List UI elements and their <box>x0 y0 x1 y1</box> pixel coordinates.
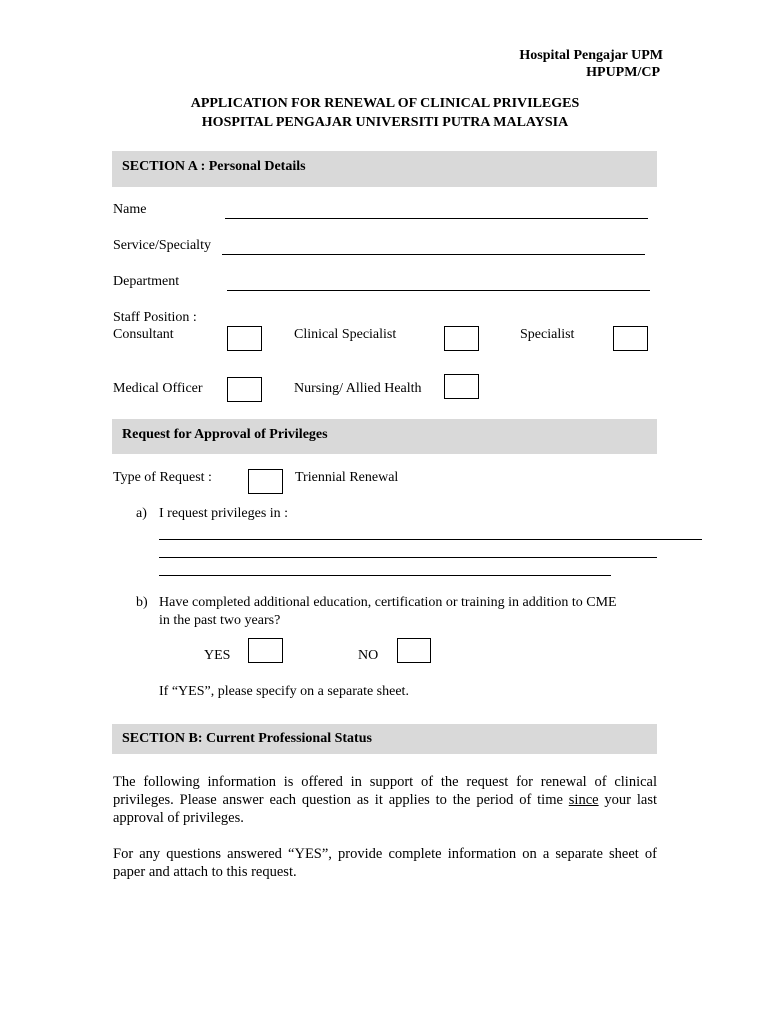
department-field[interactable] <box>227 290 650 291</box>
section-b-title: SECTION B: Current Professional Status <box>122 731 372 746</box>
nursing-allied-checkbox[interactable] <box>444 374 479 399</box>
para1-line3: approval of privileges. <box>113 810 244 826</box>
item-a-marker: a) <box>136 506 147 521</box>
item-b-text-line1: Have completed additional education, certification or training in addition to CME <box>159 595 617 610</box>
triennial-renewal-label: Triennial Renewal <box>295 470 399 485</box>
para2-line1: For any questions answered “YES”, provide complete information on a separate sheet of <box>113 846 657 862</box>
specify-note: If “YES”, please specify on a separate sheet. <box>159 684 409 699</box>
specialty-label: Service/Specialty <box>113 238 211 253</box>
request-type-label: Type of Request : <box>113 470 212 485</box>
para1-line2-pre: privileges. Please answer each question as it applies to the period of time <box>113 792 569 808</box>
request-section-header <box>112 419 657 454</box>
department-label: Department <box>113 274 180 289</box>
yes-label: YES <box>204 648 231 663</box>
clinical-specialist-label: Clinical Specialist <box>294 327 397 342</box>
request-section-title: Request for Approval of Privileges <box>122 427 328 442</box>
section-b-paragraph-2 <box>113 845 657 881</box>
para2-line2: paper and attach to this request. <box>113 864 297 880</box>
nursing-allied-label: Nursing/ Allied Health <box>294 381 422 396</box>
privileges-line-3[interactable] <box>159 575 611 576</box>
section-b-paragraph-1 <box>113 773 657 827</box>
no-checkbox[interactable] <box>397 638 431 663</box>
section-a-header <box>112 151 657 187</box>
medical-officer-checkbox[interactable] <box>227 377 262 402</box>
specialist-label: Specialist <box>520 327 575 342</box>
item-b-text-line2: in the past two years? <box>159 613 281 628</box>
form-title-line2: HOSPITAL PENGAJAR UNIVERSITI PUTRA MALAYSIA <box>201 115 569 130</box>
triennial-renewal-checkbox[interactable] <box>248 469 283 494</box>
privileges-line-1[interactable] <box>159 539 702 540</box>
item-b-marker: b) <box>136 595 148 610</box>
section-a-title: SECTION A : Personal Details <box>122 159 306 174</box>
consultant-checkbox[interactable] <box>227 326 262 351</box>
header-code: HPUPM/CP <box>586 65 660 80</box>
para1-line2 <box>113 791 657 809</box>
medical-officer-label: Medical Officer <box>113 381 203 396</box>
form-title-line1: APPLICATION FOR RENEWAL OF CLINICAL PRIVILEGES <box>190 96 580 111</box>
staff-position-label: Staff Position : <box>113 310 197 325</box>
specialist-checkbox[interactable] <box>613 326 648 351</box>
item-a-text: I request privileges in : <box>159 506 289 521</box>
specialty-field[interactable] <box>222 254 645 255</box>
privileges-line-2[interactable] <box>159 557 657 558</box>
para1-line1: The following information is offered in support of the request for renewal of clinical <box>113 774 657 790</box>
header-org: Hospital Pengajar UPM <box>519 48 663 63</box>
yes-checkbox[interactable] <box>248 638 283 663</box>
name-label: Name <box>113 202 147 217</box>
no-label: NO <box>358 648 379 663</box>
para1-since-underlined: since <box>568 792 599 808</box>
name-field[interactable] <box>225 218 648 219</box>
consultant-label: Consultant <box>113 327 174 342</box>
clinical-specialist-checkbox[interactable] <box>444 326 479 351</box>
para1-line2-post: your last <box>598 792 657 808</box>
section-b-header <box>112 724 657 754</box>
